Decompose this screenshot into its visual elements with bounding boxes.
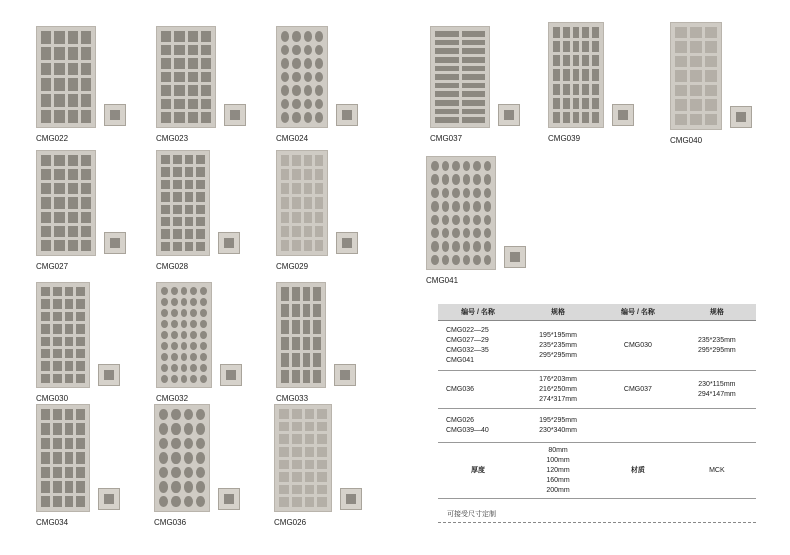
cell-size: 176*203mm 216*250mm 274*317mm [518,371,598,409]
cell-code: CMG030 [598,321,678,371]
cell-code [598,409,678,443]
product-panel-image [156,150,210,256]
product-block-image [498,104,520,126]
product-panel-image [156,26,216,128]
product-panel-image [36,150,96,256]
product-panel-image [670,22,722,130]
product-panel-image [276,150,328,256]
product-code-label: CMG033 [276,394,309,403]
product-block-image [104,232,126,254]
custom-size-note: 可接受尺寸定制 [447,511,496,518]
product-block-image [730,106,752,128]
product-code-label: CMG027 [36,262,69,271]
cell-thickness-values: 80mm 100mm 120mm 160mm 200mm [518,443,598,499]
product-panel-image [276,26,328,128]
cell-thickness-label: 厚度 [438,443,518,499]
product-code-label: CMG029 [276,262,309,271]
product-code-label: CMG024 [276,134,309,143]
table-row [438,371,756,409]
product-code-label: CMG039 [548,134,581,143]
cell-code: CMG037 [598,371,678,409]
cell-code: CMG022—25 CMG027—29 CMG032—35 CMG041 [438,321,518,371]
header-size-2: 规格 [678,304,756,321]
product-block-image [218,232,240,254]
product-code-label: CMG026 [274,518,307,527]
cell-size [678,409,756,443]
product-code-label: CMG022 [36,134,69,143]
product-code-label: CMG034 [36,518,69,527]
product-code-label: CMG028 [156,262,189,271]
cell-size: 195*195mm 235*235mm 295*295mm [518,321,598,371]
product-panel-image [276,282,326,388]
product-block-image [504,246,526,268]
header-size-1: 规格 [518,304,598,321]
product-code-label: CMG023 [156,134,189,143]
spec-table [438,304,756,499]
product-panel-image [430,26,490,128]
table-row [438,321,756,371]
product-block-image [104,104,126,126]
product-panel-image [36,282,90,388]
product-panel-image [548,22,604,128]
product-block-image [340,488,362,510]
product-code-label: CMG030 [36,394,69,403]
cell-material-value: MCK [678,443,756,499]
product-code-label: CMG040 [670,136,703,145]
product-panel-image [274,404,332,512]
product-panel-image [154,404,210,512]
product-block-image [336,104,358,126]
product-code-label: CMG037 [430,134,463,143]
cell-size: 195*295mm 230*340mm [518,409,598,443]
spec-table-header [438,304,756,321]
product-block-image [334,364,356,386]
cell-code: CMG036 [438,371,518,409]
product-block-image [98,364,120,386]
product-block-image [98,488,120,510]
product-panel-image [36,26,96,128]
product-panel-image [36,404,90,512]
cell-size: 230*115mm 294*147mm [678,371,756,409]
table-row [438,409,756,443]
product-block-image [224,104,246,126]
product-code-label: CMG036 [154,518,187,527]
cell-code: CMG026 CMG039—40 [438,409,518,443]
table-bottom-rule [438,522,756,523]
product-block-image [612,104,634,126]
product-block-image [336,232,358,254]
product-block-image [220,364,242,386]
table-row [438,443,756,499]
header-code-2: 编号 / 名称 [598,304,678,321]
product-block-image [218,488,240,510]
product-panel-image [156,282,212,388]
cell-material-label: 材质 [598,443,678,499]
cell-size: 235*235mm 295*295mm [678,321,756,371]
product-code-label: CMG041 [426,276,459,285]
product-panel-image [426,156,496,270]
header-code-1: 编号 / 名称 [438,304,518,321]
product-code-label: CMG032 [156,394,189,403]
